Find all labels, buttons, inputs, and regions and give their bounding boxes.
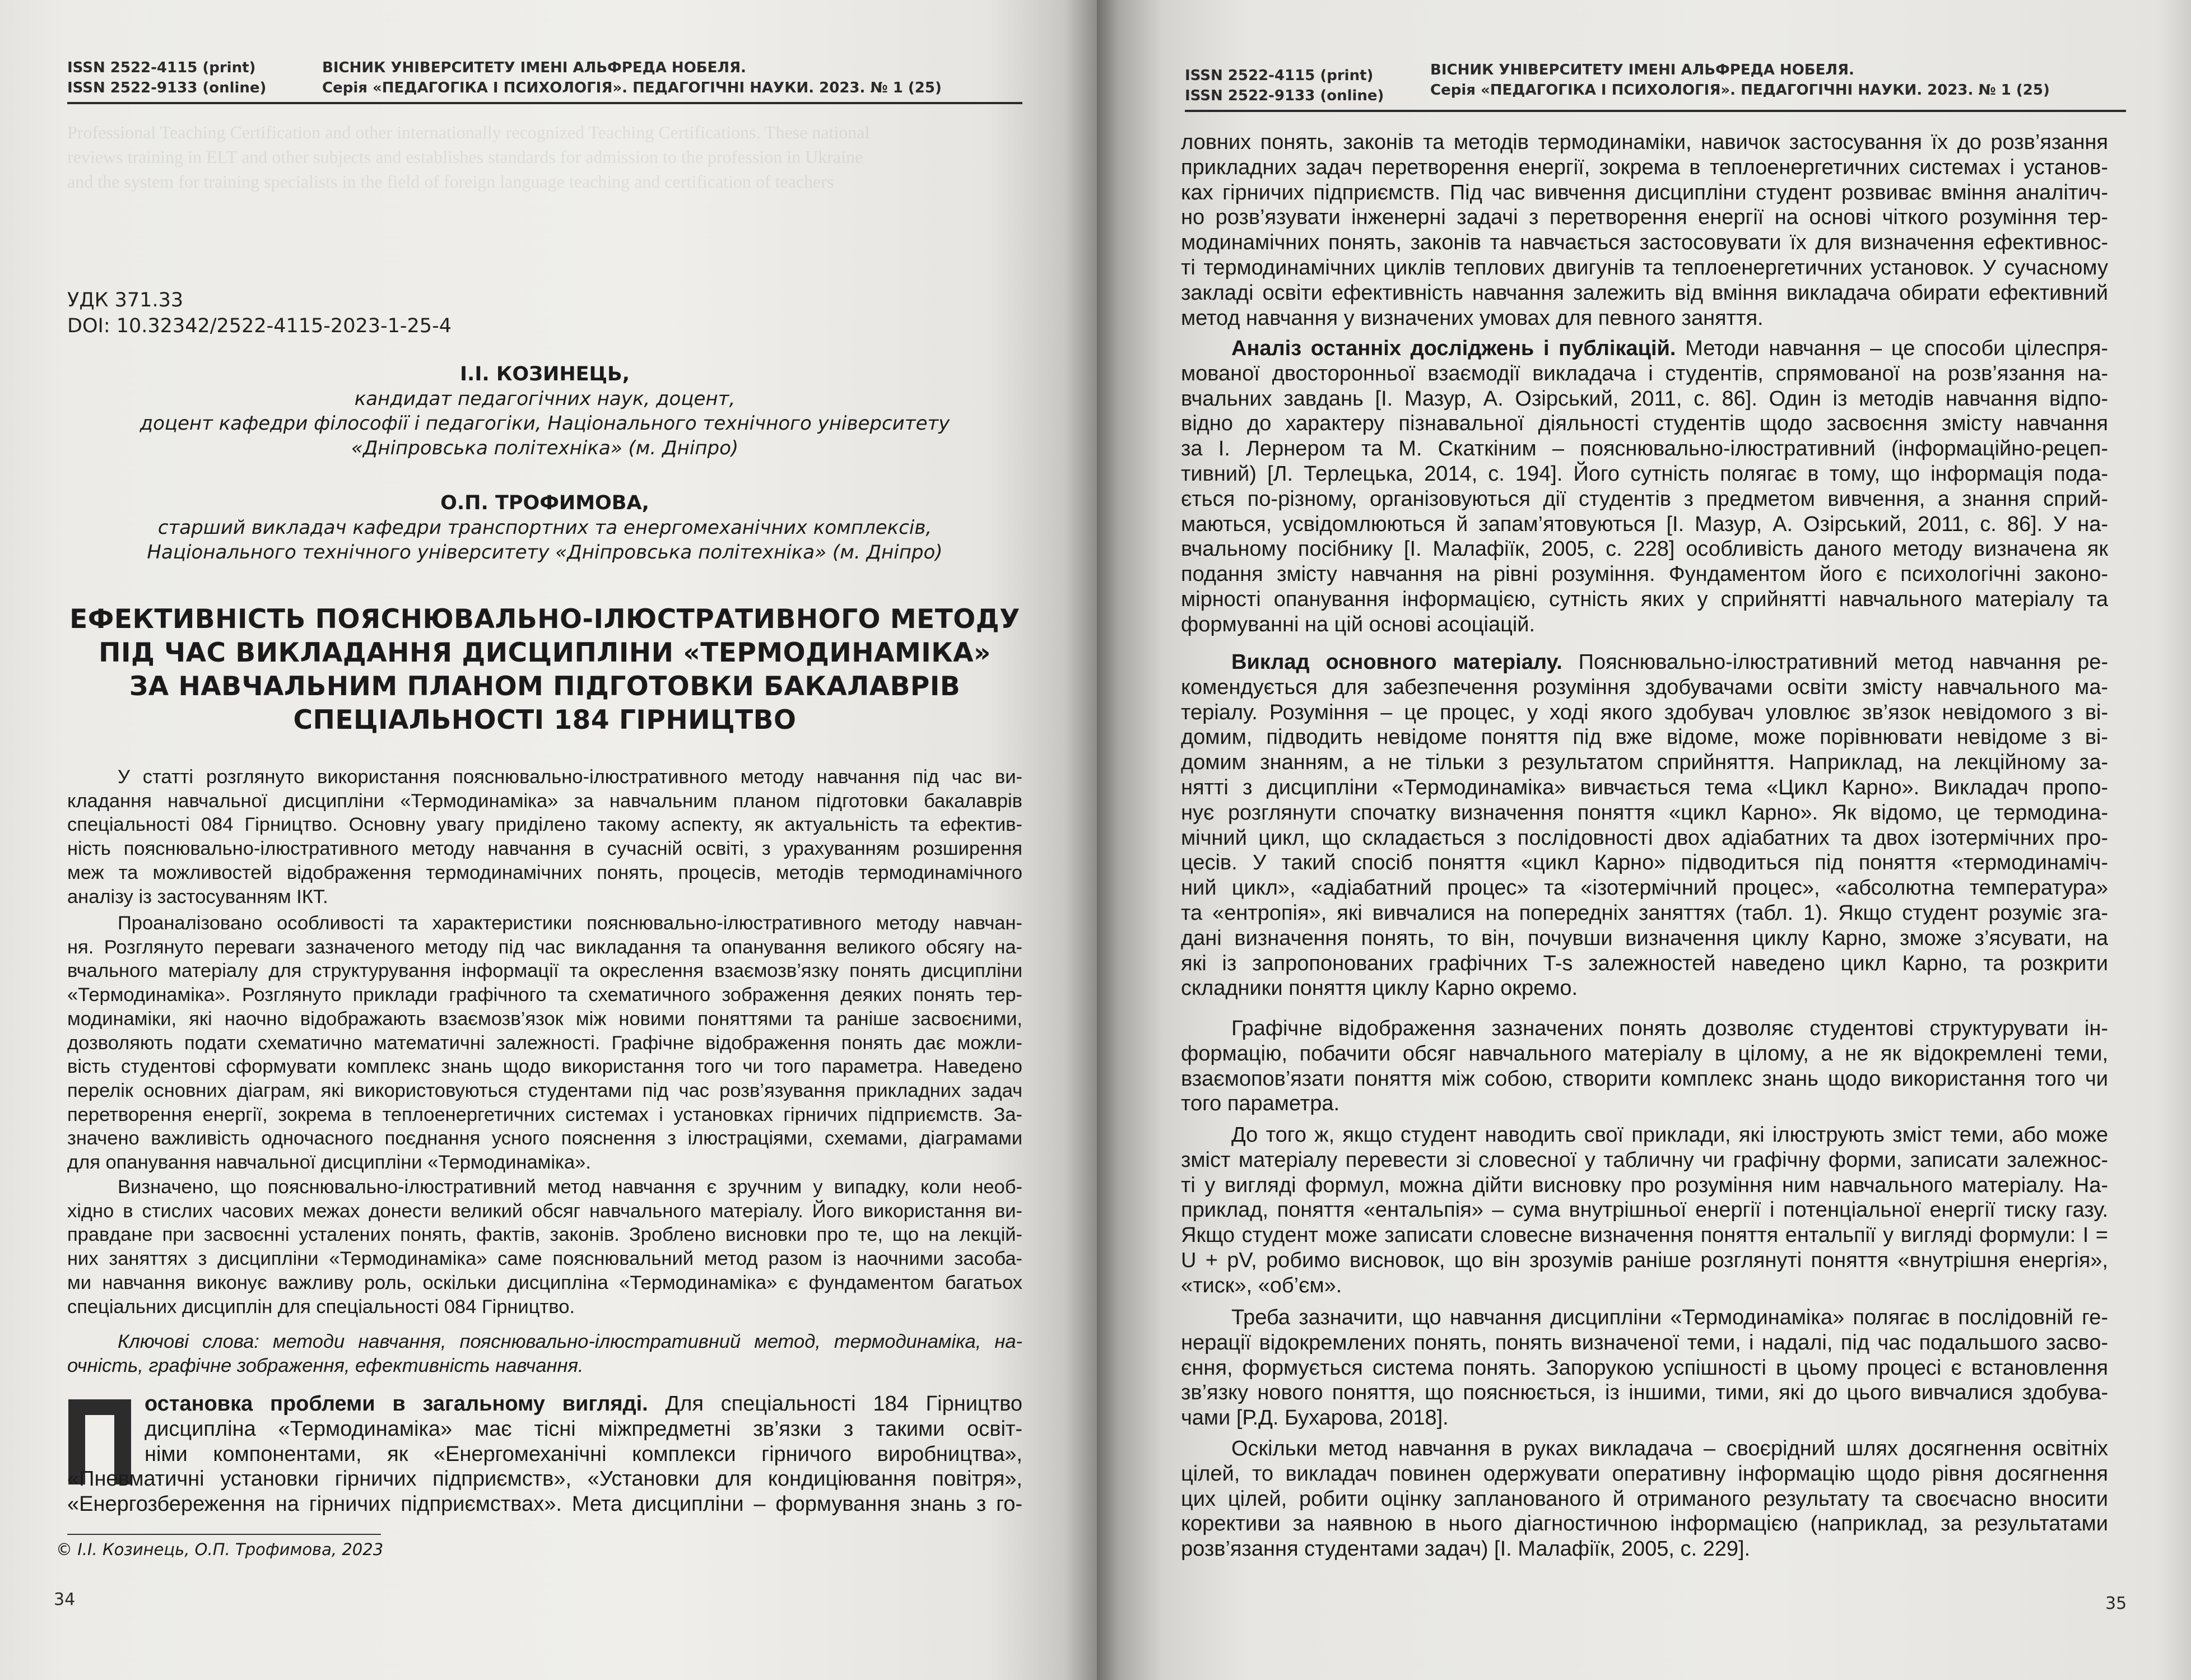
show-through-text: reviews training in ELT and other subjects and establishes standards for admission to the profession in Ukraine (67, 147, 863, 167)
header-journal-title: ВІСНИК УНІВЕРСИТЕТУ ІМЕНІ АЛЬФРЕДА НОБЕЛЯ. (1430, 62, 1854, 78)
paragraph-line: відно до характеру пізнавальної діяльності студентів щодо засвоєння змісту навчання (1181, 412, 2108, 436)
show-through-text: and the system for training specialists in the field of foreign language teaching and certification of teachers (67, 171, 834, 192)
paragraph-line: U + pV, робимо висновок, що він зрозумів раніше розглянуті поняття «внутрішня енергія», (1181, 1248, 2108, 1272)
abstract-line: вчального матеріалу для структурування інформації та окреслення взаємозв’язку понять дисципліни (67, 960, 1022, 982)
paragraph-line: Якщо студент може записати словесне визначення поняття ентальпії у вигляді формули: I = (1181, 1223, 2108, 1248)
paragraph-line: тивний) [Л. Терлецька, 2014, с. 194]. Його сутність полягає в тому, що інформація пода- (1181, 462, 2108, 486)
paragraph-line: Треба зазначити, що навчання дисципліни «Термодинаміка» полягає в послідовній ге- (1231, 1306, 2108, 1329)
section-line-rest: Для спеціальності 184 Гірництво (648, 1392, 1022, 1416)
paragraph-line: ках гірничих підприємств. Під час вивчення дисципліни студент розвиває вміння аналітич- (1181, 180, 2108, 204)
doi: DOI: 10.32342/2522-4115-2023-1-25-4 (67, 315, 452, 337)
abstract-line: спеціальності 084 Гірництво. Основну увагу приділено такому аспекту, як актуальність та ефектив- (67, 814, 1022, 836)
author-2-affil-line: Національного технічного університету «Дніпровська політехніка» (м. Дніпро) (147, 541, 943, 564)
paragraph-line: нятті з дисципліни «Термодинаміка» вивчається тема «Цикл Карно». Викладач пропо- (1181, 775, 2108, 799)
abstract-line: перетворення енергії, зокрема в теплоенергетичних системах і установках гірничих підприємств. За- (67, 1104, 1022, 1125)
paragraph-line: Графічне відображення зазначених понять дозволяє студентові структурувати ін- (1231, 1017, 2108, 1040)
paragraph-line: вчальному посібнику [І. Малафіїк, 2005, с. 228] особливість даного методу визначена як (1181, 537, 2108, 561)
abstract-line: ня. Розглянуто переваги зазначеного методу під час викладання та опанування великого обсягу на- (67, 936, 1022, 958)
paragraph-line: «тиск», «об’єм». (1181, 1273, 1342, 1297)
right-page (1097, 0, 2191, 1680)
article-title-line: ЕФЕКТИВНІСТЬ ПОЯСНЮВАЛЬНО-ІЛЮСТРАТИВНОГО МЕТОДУ (69, 604, 1020, 635)
header-journal-title: ВІСНИК УНІВЕРСИТЕТУ ІМЕНІ АЛЬФРЕДА НОБЕЛЯ. (322, 59, 746, 76)
keywords-line: Ключові слова: методи навчання, пояснювально-ілюстративний метод, термодинаміка, на- (118, 1331, 1022, 1352)
paragraph-intro-cont (1181, 130, 2108, 331)
paragraph-literature-review (1181, 336, 2108, 637)
author-1-affil-line: «Дніпровська політехніка» (м. Дніпро) (351, 437, 739, 459)
paragraph-line (1181, 336, 2108, 361)
paragraph-line: розв’язання студентами задач) [І. Малафіїк, 2005, с. 229]. (1181, 1537, 1751, 1561)
author-2-affil-line: старший викладач кафедри транспортних та енергомеханічних комплексів, (157, 516, 932, 539)
paragraph-line: прикладних задач перетворення енергії, зокрема в теплоенергетичних системах і установ- (1181, 155, 2108, 179)
paragraph-line: мірності опанування інформацією, сутність яких у сприйнятті навчального матеріалу та (1181, 587, 2108, 611)
abstract-line: значено важливість одночасного поєднання усного пояснення з ілюстраціями, схемами, діаграмами (67, 1128, 1022, 1150)
paragraph-line: вчальних завдань [І. Мазур, А. Озірський, 2011, с. 86]. Один із методів навчання відпо- (1181, 387, 2108, 411)
abstract-line: аналізу із застосуванням ІКТ. (67, 886, 328, 908)
paragraph-line: нує розглянути спочатку визначення поняття «цикл Карно». Як відомо, це термодина- (1181, 801, 2108, 825)
section-heading: Виклад основного матеріалу. (1231, 650, 1562, 674)
section-line: німи компонентами, як «Енергомеханічні комплекси гірничого виробництва», (145, 1442, 1022, 1466)
paragraph-graphic-display (1181, 1016, 2108, 1116)
paragraph-line: єння, формується система понять. Запорукою успішності в цьому процесі є встановлення (1181, 1356, 2108, 1380)
header-issn-print: ISSN 2522-4115 (print) (1185, 67, 1374, 84)
abstract-paragraph-1 (67, 765, 1022, 909)
abstract-line: «Термодинаміка». Розглянуто приклади графічного та схематичного зображення деяких понять тер- (67, 984, 1022, 1006)
paragraph-enthalpy-example (1181, 1123, 2108, 1299)
author-1 (67, 362, 1022, 460)
paragraph-line: закладі освіти ефективність навчання залежить від вміння викладача обирати ефективний (1181, 281, 2108, 305)
paragraph-line: домим, підводить невідоме поняття під вже відоме, може порівнювати невідоме з ві- (1181, 725, 2108, 750)
paragraph-line: ловних понять, законів та методів термодинаміки, навичок застосування їх до розв’язання (1181, 131, 2108, 154)
abstract-line: кладання навчальної дисципліни «Термодинаміка» за навчальним планом підготовки бакалаврів (67, 790, 1022, 812)
paragraph-line: зміст матеріалу перевести зі словесної у табличну чи графічну форми, записати залежнос- (1181, 1148, 2108, 1172)
author-1-name: І.І. КОЗИНЕЦЬ, (460, 363, 630, 385)
abstract-paragraph-2 (67, 911, 1022, 1175)
paragraph-line-rest: Пояснювально-ілюстративний метод навчання ре- (1562, 650, 2108, 674)
paragraph-line: формуванні на цій основі асоціацій. (1181, 612, 1536, 636)
section-problem-statement (145, 1392, 1022, 1467)
author-1-affil-line: доцент кафедри філософії і педагогіки, Національного технічного університету (139, 412, 950, 435)
paragraph-line: чами [Р.Д. Бухарова, 2018]. (1181, 1406, 1449, 1430)
abstract-line: дозволяють подати схематично математичні залежності. Графічне відображення понять дає можли- (67, 1032, 1022, 1054)
header-rule (67, 102, 1022, 104)
section-line: «Пневматичні установки гірничих підприємств», «Установки для кондиціювання повітря», (67, 1467, 1022, 1491)
section-line: дисципліна «Термодинаміка» має тісні міжпредметні зв’язки з такими освіт- (145, 1417, 1022, 1441)
paragraph-line: подання змісту навчання на рівні розуміння. Фундаментом його є психологічні законо- (1181, 562, 2108, 587)
footnote-rule (67, 1534, 381, 1535)
paragraph-line: корективи за наявною в нього діагностичною інформацією (наприклад, за результатами (1181, 1512, 2108, 1536)
paragraph-line: но розв’язувати інженерні задачі з перетворення енергії на основі чіткого розуміння тер- (1181, 206, 2108, 230)
abstract-line: перелік основних діаграм, які використовуються студентами під час розв’язування прикладних задач (67, 1079, 1022, 1101)
paragraph-line: цих цілей, робити оцінку запланованого й отриманого результату та своєчасно вносити (1181, 1487, 2108, 1511)
paragraph-line: комендується для забезпечення розуміння здобувачами освіти змісту навчального ма- (1181, 675, 2108, 699)
paragraph-line-rest: Методи навчання – це способи цілеспря- (1676, 337, 2108, 360)
paragraph-line: домим знанням, а не тільки з результатом сприйняття. Наприклад, на лекційному за- (1181, 751, 2108, 775)
paragraph-line: цілей, то викладач повинен одержувати оперативну інформацію щодо рівня досягнення (1181, 1462, 2108, 1486)
paragraph-line: цесів. У такий спосіб поняття «цикл Карно» підводиться під поняття «термодинаміч- (1181, 851, 2108, 875)
paragraph-main-material (1181, 650, 2108, 1001)
header-rule (1185, 110, 2126, 112)
keywords (67, 1330, 1022, 1377)
article-title-line: ПІД ЧАС ВИКЛАДАННЯ ДИСЦИПЛІНИ «ТЕРМОДИНАМІКА» (99, 637, 991, 668)
copyright: © І.І. Козинець, О.П. Трофимова, 2023 (56, 1540, 384, 1559)
header-issn-online: ISSN 2522-9133 (online) (1185, 87, 1384, 104)
section-problem-statement-cont (67, 1467, 1022, 1517)
paragraph-line: Оскільки метод навчання в руках викладача – своєрідний шлях досягнення освітніх (1231, 1437, 2108, 1460)
abstract-line: хідно в стислих часових межах донести великий обсяг навчального матеріалу. Його використання ви- (67, 1200, 1022, 1222)
header-series: Серія «ПЕДАГОГІКА І ПСИХОЛОГІЯ». ПЕДАГОГІЧНІ НАУКИ. 2023. № 1 (25) (322, 80, 942, 96)
abstract-line: У статті розглянуто використання пояснювально-ілюстративного методу навчання під час ви- (118, 766, 1022, 788)
show-through-text: Professional Teaching Certification and other internationally recognized Teaching Certifications. These national (67, 122, 870, 142)
paragraph-feedback (1181, 1436, 2108, 1562)
paragraph-line: та «ентропія», які вивчалися на попередніх заняттях (табл. 1). Якщо студент розуміє зга- (1181, 901, 2108, 925)
abstract-line: правдане при засвоєнні усталених понять, фактів, законів. Зроблено висновки про те, що на лекцій- (67, 1224, 1022, 1246)
paragraph-line: дані визначення понять, то він, почувши визначення циклу Карно, зможе з’ясувати, на (1181, 926, 2108, 950)
abstract-line: Визначено, що пояснювально-ілюстративний метод навчання є зручним у випадку, коли необ- (118, 1176, 1022, 1198)
paragraph-concept-system (1181, 1305, 2108, 1431)
author-2 (67, 491, 1022, 565)
abstract-line: вість студентові сформувати комплекс знань щодо використання того чи того параметра. Наведено (67, 1056, 1022, 1078)
section-line: «Енергозбереження на гірничих підприємствах». Мета дисципліни – формування знань з го- (67, 1492, 1022, 1516)
abstract-line: ми навчання виконує важливу роль, оскільки дисципліна «Термодинаміка» є фундаментом багатьох (67, 1272, 1022, 1293)
paragraph-line: мічний цикл, що складається з послідовності двох адіабатних та двох ізотермічних про- (1181, 826, 2108, 850)
paragraph-line: того параметра. (1181, 1092, 1340, 1116)
abstract-line: Проаналізовано особливості та характеристики пояснювально-ілюстративного методу навчан- (118, 913, 1022, 934)
abstract-line: меж та можливостей відображення термодинамічних понять, процесів, методів термодинамічного (67, 862, 1022, 883)
page-number: 34 (54, 1590, 76, 1609)
abstract-line: спеціальних дисциплін для спеціальності 084 Гірництво. (67, 1296, 575, 1318)
udk: УДК 371.33 (67, 289, 184, 311)
header-issn-online: ISSN 2522-9133 (online) (67, 80, 267, 96)
section-line (145, 1392, 1022, 1417)
abstract-line: модинаміки, які наочно відображають взаємозв’язок між новими поняттями та раніше засвоєними, (67, 1008, 1022, 1030)
article-title-line: СПЕЦІАЛЬНОСТІ 184 ГІРНИЦТВО (293, 705, 797, 736)
paragraph-line: нерації відокремлених понять, понять визначеної теми, і надалі, під час подальшого засво- (1181, 1330, 2108, 1355)
keywords-line: очність, графічне зображення, ефективність навчання. (67, 1355, 584, 1376)
paragraph-line: зв’язку нового поняття, що пояснюється, із іншими, тими, які до цього вивчалися здобува- (1181, 1381, 2108, 1405)
paragraph-line: формацію, побачити обсяг навчального матеріалу в цілому, а не як відокремлені теми, (1181, 1041, 2108, 1065)
author-1-affil-line: кандидат педагогічних наук, доцент, (354, 388, 736, 410)
abstract-paragraph-3 (67, 1175, 1022, 1319)
author-2-name: О.П. ТРОФИМОВА, (440, 492, 649, 514)
paragraph-line: ється по-різному, організовуються дії студентів з предметом вивчення, а знання сприй- (1181, 487, 2108, 511)
abstract-line: ність пояснювально-ілюстративного методу навчання в сучасній освіті, з урахуванням розширення (67, 838, 1022, 860)
paragraph-line: за І. Лернером та М. Скаткіним – пояснювально-ілюстративний (інформаційно-рецеп- (1181, 437, 2108, 461)
paragraph-line: маються, усвідомлюються й запам’ятовуються [І. Мазур, А. Озірський, 2011, с. 86]. У на- (1181, 512, 2108, 536)
page-number: 35 (2105, 1594, 2127, 1613)
paragraph-line: ний цикл», «адіабатний процес» та «ізотермічний процес», «абсолютна температура» (1181, 876, 2108, 900)
section-heading: остановка проблеми в загальному вигляді. (145, 1392, 648, 1416)
article-title (67, 603, 1022, 737)
paragraph-line: які із запропонованих графічних T-s залежностей наведено цикл Карно, та розкрити (1181, 951, 2108, 975)
paragraph-line: До того ж, якщо студент наводить свої приклади, які ілюструють зміст теми, або може (1231, 1123, 2108, 1147)
abstract-line: них заняттях з дисципліни «Термодинаміка» саме пояснювальний метод разом із наочними засоба- (67, 1248, 1022, 1270)
header-series: Серія «ПЕДАГОГІКА І ПСИХОЛОГІЯ». ПЕДАГОГІЧНІ НАУКИ. 2023. № 1 (25) (1430, 82, 2050, 99)
paragraph-line: ті у вигляді формул, можна дійти висновку про розуміння ним навчального матеріалу. На- (1181, 1173, 2108, 1197)
paragraph-line: мованої двосторонньої взаємодії викладача і студентів, спрямованої на розв’язання на- (1181, 361, 2108, 385)
paragraph-line: складники поняття циклу Карно окремо. (1181, 976, 1578, 1000)
article-title-line: ЗА НАВЧАЛЬНИМ ПЛАНОМ ПІДГОТОВКИ БАКАЛАВРІВ (129, 671, 961, 702)
paragraph-line (1181, 650, 2108, 675)
paragraph-line: метод навчання у визначених умовах для певного заняття. (1181, 306, 1764, 330)
abstract-line: для опанування навчальної дисципліни «Термодинаміка». (67, 1152, 591, 1174)
paragraph-line: ті термодинамічних циклів теплових двигунів та теплоенергетичних установок. У сучасному (1181, 255, 2108, 280)
paragraph-line: приклад, поняття «ентальпія» – сума внутрішньої енергії і потенціальної енергії тиску газу. (1181, 1198, 2108, 1222)
paragraph-line: модинамічних понять, законів та навчається застосовувати їх для визначення ефективнос- (1181, 231, 2108, 255)
paragraph-line: теріалу. Розуміння – це процес, у ході якого здобувач уловлює зв’язок невідомого з ві- (1181, 700, 2108, 724)
header-issn-print: ISSN 2522-4115 (print) (67, 59, 256, 76)
paragraph-line: взаємопов’язати поняття між собою, створити комплекс знань щодо використання того чи (1181, 1067, 2108, 1091)
section-heading: Аналіз останніх досліджень і публікацій. (1231, 337, 1676, 360)
